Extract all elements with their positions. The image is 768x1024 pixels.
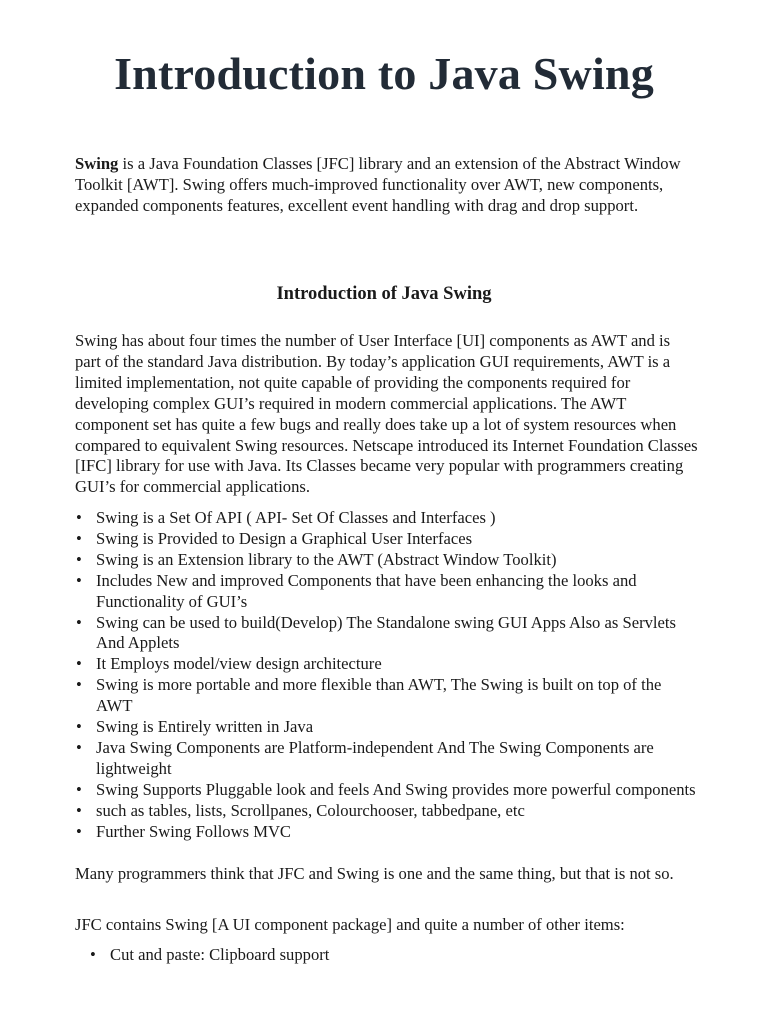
section-heading: Introduction of Java Swing (276, 284, 492, 304)
list-item-text: Swing is Entirely written in Java (96, 717, 314, 737)
bullet-icon: • (76, 508, 82, 527)
list-item (75, 529, 700, 550)
bullet-icon: • (76, 717, 82, 737)
bullet-icon: • (76, 800, 82, 820)
bullet-icon: • (76, 549, 82, 569)
list-item (75, 738, 700, 780)
list-item (75, 717, 700, 738)
jfc-items-list (89, 945, 689, 966)
bullet-icon: • (76, 570, 82, 590)
bullet-icon: • (76, 654, 82, 674)
list-item (75, 654, 700, 675)
list-item (75, 550, 700, 571)
jfc-paragraph: JFC contains Swing [A UI component package] and quite a number of other items: (75, 915, 625, 934)
bullet-icon: • (76, 821, 82, 841)
list-item (75, 675, 700, 717)
closing-paragraph: Many programmers think that JFC and Swing is one and the same thing, but that is not so. (75, 864, 674, 883)
list-item-text: Further Swing Follows MVC (96, 821, 292, 841)
intro-paragraph (75, 154, 700, 217)
list-item-text: Swing is more portable and more flexible than AWT, The Swing is built on top of the AWT (96, 675, 662, 716)
body-paragraph: Swing has about four times the number of User Interface [UI] components as AWT and is part of the standard Java distribution. By today’s application GUI requirements, AWT is a limited implementation, not quite capable of providing the components required for developing complex GUI’s required in modern commercial applications. The AWT component set has quite a few bugs and really does take up a lot of system resources when compared to equivalent Swing resources. Netscape introduced its Internet Foundation Classes [IFC] library for use with Java. Its Classes became very popular with programmers creating GUI’s for commercial applications. (75, 331, 698, 497)
list-item-text: such as tables, lists, Scrollpanes, Colourchooser, tabbedpane, etc (96, 800, 525, 820)
list-item (75, 613, 700, 655)
page-title: Introduction to Java Swing (114, 48, 654, 99)
list-item-text: Cut and paste: Clipboard support (110, 945, 330, 964)
list-item (75, 571, 700, 613)
intro-lead-term: Swing (75, 154, 119, 173)
list-item (89, 945, 689, 966)
bullet-icon: • (76, 737, 82, 757)
list-item-text: Swing is an Extension library to the AWT (Abstract Window Toolkit) (96, 549, 557, 569)
list-item (75, 508, 700, 529)
feature-list (75, 508, 700, 843)
list-item-text: Includes New and improved Components that have been enhancing the looks and Functionality of GUI’s (96, 570, 637, 611)
list-item-text: It Employs model/view design architecture (96, 654, 382, 674)
bullet-icon: • (76, 612, 82, 632)
bullet-icon: • (90, 945, 96, 964)
list-item (75, 801, 700, 822)
bullet-icon: • (76, 528, 82, 548)
list-item-text: Swing is a Set Of API ( API- Set Of Classes and Interfaces ) (96, 508, 496, 527)
list-item-text: Java Swing Components are Platform-independent And The Swing Components are lightweight (96, 737, 654, 778)
list-item (75, 822, 700, 843)
intro-text: is a Java Foundation Classes [JFC] library and an extension of the Abstract Window Toolkit [AWT]. Swing offers much-improved functionality over AWT, new components, expanded components features, excellent event handling with drag and drop support. (75, 154, 681, 215)
bullet-icon: • (76, 675, 82, 695)
list-item (75, 780, 700, 801)
list-item-text: Swing Supports Pluggable look and feels And Swing provides more powerful components (96, 779, 696, 799)
bullet-icon: • (76, 779, 82, 799)
list-item-text: Swing can be used to build(Develop) The Standalone swing GUI Apps Also as Servlets And Applets (96, 612, 676, 653)
list-item-text: Swing is Provided to Design a Graphical User Interfaces (96, 528, 473, 548)
